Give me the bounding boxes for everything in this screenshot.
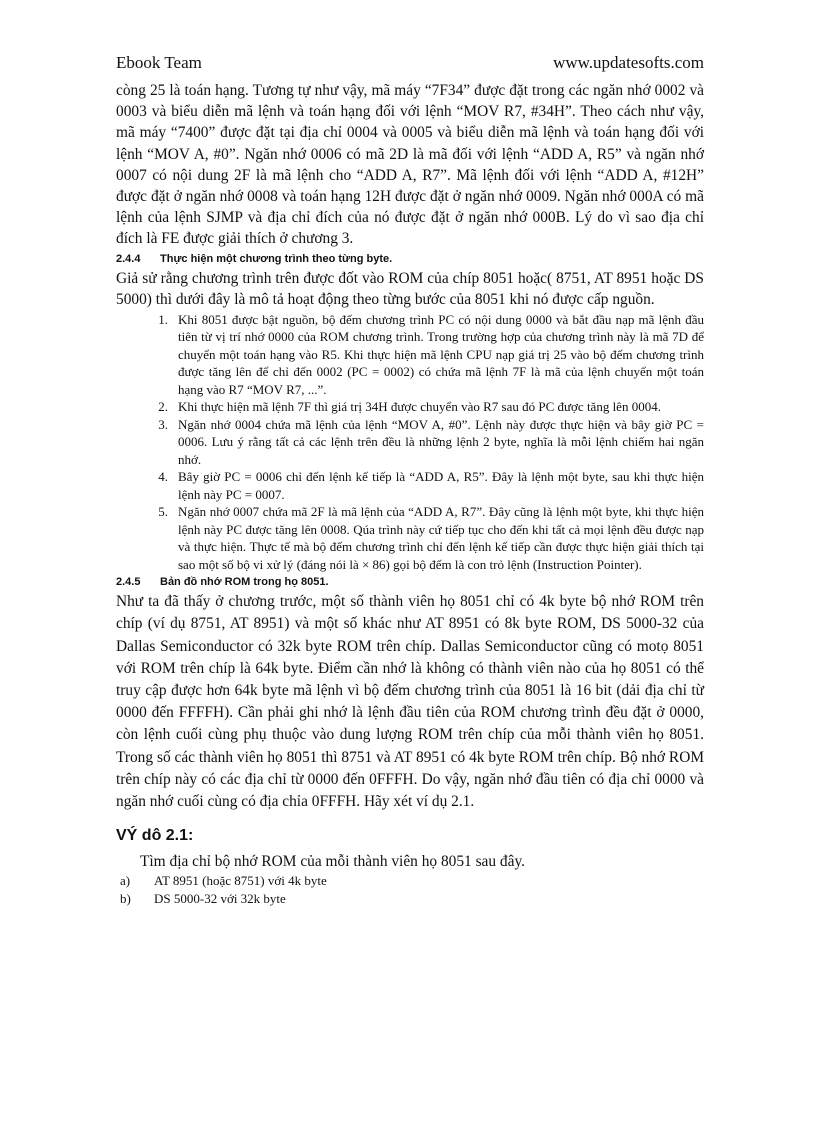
section-heading-2-4-5 (116, 573, 704, 591)
section-heading-2-4-4 (116, 250, 704, 268)
steps-list (116, 311, 704, 574)
list-item: a) AT 8951 (hoặc 8751) với 4k byte (120, 873, 327, 889)
paragraph-intro: còng 25 là toán hạng. Tương tự như vậy, mã máy “7F34” được đặt trong các ngăn nhớ 0002 và 0003 và biểu diễn mã lệnh và toán hạng đối với lệnh “MOV R7, #34H”. Theo cách như vậy, mã máy “7400” được đặt tại địa chỉ 0004 và 0005 và biểu diễn mã lệnh và toán hạng đối với lệnh “MOV A, #0”. Ngăn nhớ 0006 có mã 2D là mã đối với lệnh “ADD A, R5” và ngăn nhớ 0007 có nội dung 2F là mã lệnh cho “ADD A, R7”. Mã lệnh đối với lệnh “ADD A, #12H” được đặt ở ngăn nhớ 0008 và toán hạng 12H được đặt ở ngăn nhớ 0009. Ngăn nhớ 000A có mã lệnh của lệnh SJMP và địa chỉ đích của nó được đặt ở ngăn nhớ 000B. Lý do vì sao địa chỉ đích là FE được giải thích ở chương 3. (116, 82, 704, 248)
header-right: www.updatesofts.com (553, 53, 704, 72)
list-item: b) DS 5000-32 với 32k byte (120, 890, 286, 906)
section-title: Bản đồ nhớ ROM trong họ 8051. (160, 576, 329, 589)
paragraph-section-intro: Giả sử rằng chương trình trên được đốt vào ROM của chíp 8051 hoặc( 8751, AT 8951 hoặc DS 5000) thì dưới đây là mô tả hoạt động theo từng bước của 8051 khi nó được cấp nguồn. (116, 269, 704, 309)
list-item: 4. Bây giờ PC = 0006 chỉ đến lệnh kế tiếp là “ADD A, R5”. Đây là lệnh một byte, sau khi thực hiện lệnh này PC = 0007. (158, 469, 704, 502)
example-question: Tìm địa chỉ bộ nhớ ROM của mỗi thành viên họ 8051 sau đây. (140, 853, 526, 871)
section-number: 2.4.5 (116, 576, 141, 589)
section-title: Thực hiện một chương trình theo từng byte. (160, 252, 393, 265)
section-number: 2.4.4 (116, 252, 141, 265)
document-page (116, 52, 704, 907)
list-item: 3. Ngăn nhớ 0004 chứa mã lệnh của lệnh “MOV A, #0”. Lệnh này được thực hiện và bây giờ PC = 0006. Lưu ý rằng tất cả các lệnh trên đều là những lệnh 2 byte, nghĩa là mỗi lệnh chiếm hai ngăn nhớ. (158, 416, 704, 467)
list-item: 2. Khi thực hiện mã lệnh 7F thì giá trị 34H được chuyển vào R7 sau đó PC được tăng lên 0004. (158, 399, 661, 415)
list-item: 1. Khi 8051 được bật nguồn, bộ đếm chương trình PC có nội dung 0000 và bắt đầu nạp mã lệnh đầu tiên từ vị trí nhớ 0000 của ROM chương trình. Trong trường hợp của chương trình này là mã 7D để chuyển một toán hạng vào R5. Khi thực hiện mã lệnh CPU nạp giá trị 25 vào bộ đếm chương trình được tăng lên để chỉ đến 0002 (PC = 0002) có chứa mã lệnh 7F là mã của lệnh chuyển một toán hạng vào R7 “MOV R7, ...”. (158, 311, 704, 397)
list-item: 5. Ngăn nhớ 0007 chứa mã 2F là mã lệnh của “ADD A, R7”. Đây cũng là lệnh một byte, khi thực hiện lệnh này PC được tăng lên 0008. Qúa trình này cứ tiếp tục cho đến khi tất cả mọi lệnh đều được nạp và thực hiện. Thực tế mà bộ đếm chương trình chỉ đến lệnh kế tiếp cần được thực hiện giải thích tại sao một số bộ vi xử lý (đáng nói là × 86) gọi bộ đếm là con trỏ lệnh (Instruction Pointer). (158, 504, 704, 572)
paragraph-rom-map: Như ta đã thấy ở chương trước, một số thành viên họ 8051 chỉ có 4k byte bộ nhớ ROM trên chíp (ví dụ 8751, AT 8951) và một số khác như AT 8951 có 8k byte ROM, DS 5000-32 của Dallas Semiconductor có 32k byte ROM trên chíp. Dallas Semiconductor cũng có motọ 8051 với ROM trên chíp là 64k byte. Điểm cần nhớ là không có thành viên nào của họ 8051 có thể truy cập được hơn 64k byte mã lệnh vì bộ đếm chương trình của 8051 là 16 bit (dải địa chỉ từ 0000 đến FFFFH). Cần phải ghi nhớ là lệnh đầu tiên của ROM chương trình đều đặt ở 0000, còn lệnh cuối cùng phụ thuộc vào dung lượng ROM trên chíp của mỗi thành viên họ 8051. Trong số các thành viên họ 8051 thì 8751 và AT 8951 có 4k byte ROM trên chíp. Bộ nhớ ROM trên chíp này có các địa chỉ từ 0000 đến 0FFFH. Do vậy, ngăn nhớ đầu tiên có địa chỉ 0000 và ngăn nhớ cuối cùng có địa chỉa 0FFFH. Hãy xét ví dụ 2.1. (116, 593, 704, 810)
example-title: VÝ dô 2.1: (116, 827, 194, 845)
page-header (116, 52, 704, 80)
example-options (116, 872, 704, 907)
header-left: Ebook Team (116, 53, 202, 72)
